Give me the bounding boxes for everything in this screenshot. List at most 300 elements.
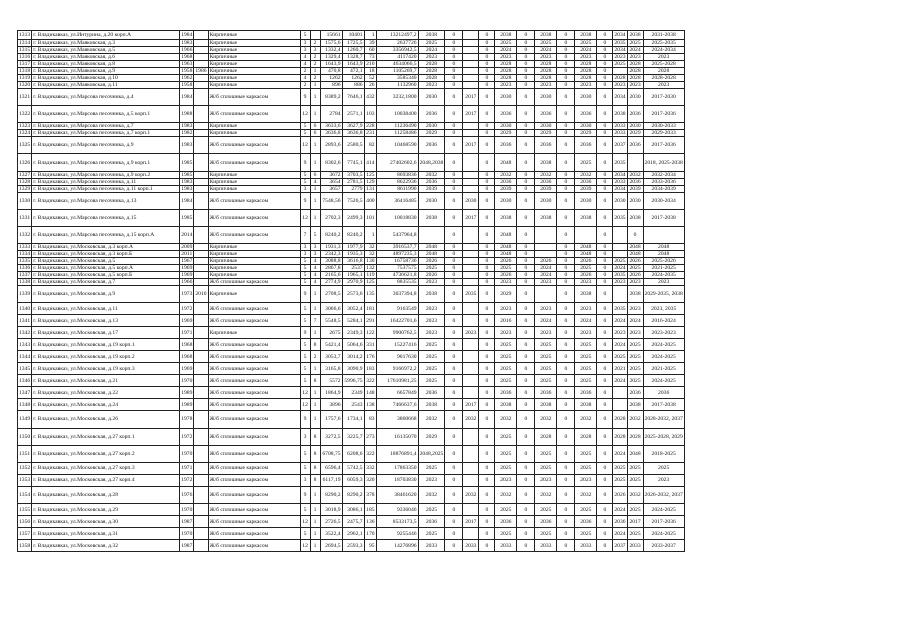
facade-cost-cell: 0 [479, 39, 495, 46]
heating-year-cell: 2030 [575, 123, 597, 130]
facade-cost-cell: 0 [479, 286, 495, 303]
year-built-cell: 2011 [181, 251, 193, 258]
lift-year-cell: 2035 [613, 154, 627, 171]
repair-period-cell: 2024-2025 [643, 351, 684, 363]
living-area-cell: 2571,1 [342, 106, 364, 123]
electrical-year-cell: 2029 [495, 130, 517, 137]
plumbing-year-cell: 2025 [535, 39, 557, 46]
entrances-cell: 2 [310, 74, 320, 81]
heating-year-cell: 2029 [575, 130, 597, 137]
repair-period-cell: 2036 [643, 387, 684, 399]
total-area-cell: 2165,6 [320, 272, 342, 279]
repair-cost-cell: 14276896 [376, 540, 418, 552]
facade-year-cell: 2035 [463, 286, 479, 303]
residents-cell: 119 [364, 272, 376, 279]
year-built-cell: 1967 [181, 258, 193, 265]
facade-cost-cell: 0 [479, 375, 495, 387]
plumbing-cost-cell: 0 [557, 178, 575, 185]
wall-material-cell: Ж/б сплошные каркасом [208, 88, 300, 105]
housing-registry-table [17, 30, 685, 552]
roof-year-cell: 2048,2025 [418, 445, 445, 462]
heating-cost-cell: 0 [597, 130, 613, 137]
row-number-cell: 1343 [18, 339, 32, 351]
address-cell: г. Владикавказ, ул.Марсова песочника, д.4 [32, 88, 180, 105]
year-reconstructed-cell [194, 74, 208, 81]
roof-year-cell: 2023 [418, 474, 445, 486]
electrical-year-cell: 2023 [495, 474, 517, 486]
living-area-cell: 1643,9 [342, 60, 364, 67]
wall-material-cell: Кирпичные [208, 123, 300, 130]
roof-cost-cell: 0 [445, 178, 463, 185]
entrances-cell: 1 [310, 192, 320, 209]
entrances-cell: 4 [310, 272, 320, 279]
table-row [18, 327, 685, 339]
living-area-cell: 3627,9 [342, 123, 364, 130]
year-built-cell: 1966 [181, 279, 193, 286]
repair-cost-cell: 3860668 [376, 411, 418, 428]
entrances-cell: 1 [310, 399, 320, 411]
wall-material-cell: Ж/б сплошные каркасом [208, 399, 300, 411]
year-reconstructed-cell [194, 351, 208, 363]
lift-year-cell: 2034 [614, 171, 626, 178]
lift-year-cell: 2030 [613, 192, 627, 209]
heating-year-cell: 2023 [575, 279, 597, 286]
heating-cost-cell: 0 [597, 486, 613, 503]
residents-cell: 39 [364, 39, 376, 46]
heating-year-cell: 2048 [575, 244, 597, 251]
floors-cell: 3 [300, 185, 310, 192]
floors-cell: 12 [300, 106, 310, 123]
address-cell: г. Владикавказ, ул.Московская, д.27 корп.3 [32, 462, 180, 474]
repair-period-cell: 2017-2030 [643, 88, 684, 105]
residents-cell: 73 [364, 53, 376, 60]
address-cell: г. Владикавказ, ул.Московская, д.32 [32, 540, 180, 552]
lift-year-cell: 2025 [614, 60, 626, 67]
roof-cost-cell: 0 [445, 486, 463, 503]
heating-cost-cell: 0 [597, 31, 613, 40]
foundation-year-cell: 0 [627, 227, 643, 244]
residents-cell: 135 [364, 286, 376, 303]
living-area-cell: 1262 [342, 74, 364, 81]
repair-period-cell: 2017-2036 [643, 137, 684, 154]
plumbing-cost-cell: 0 [557, 31, 575, 40]
year-reconstructed-cell [194, 106, 208, 123]
roof-year-cell: 2033 [418, 540, 445, 552]
heating-cost-cell: 0 [597, 363, 613, 375]
wall-material-cell: Ж/б сплошные каркасом [208, 516, 300, 528]
heating-cost-cell: 0 [597, 265, 613, 272]
repair-period-cell: 2033-2037 [643, 540, 684, 552]
entrances-cell: 4 [310, 265, 320, 272]
electrical-year-cell: 2030 [495, 88, 517, 105]
wall-material-cell: Ж/б сплошные каркасом [208, 339, 300, 351]
entrances-cell: 1 [310, 411, 320, 428]
facade-cost-cell: 0 [479, 67, 495, 74]
roof-cost-cell: 0 [445, 209, 463, 226]
repair-cost-cell: 4117420 [376, 53, 418, 60]
year-built-cell: 1958 [181, 67, 193, 74]
electrical-year-cell: 2048 [495, 244, 517, 251]
roof-cost-cell: 0 [445, 265, 463, 272]
total-area-cell: 3066,6 [320, 303, 342, 315]
living-area-cell: 2779 [342, 185, 364, 192]
repair-period-cell: 2023 [643, 53, 684, 60]
electrical-cost-cell: 0 [517, 60, 535, 67]
heating-year-cell: 2036 [575, 387, 597, 399]
total-area-cell: 8290,2 [320, 486, 342, 503]
electrical-year-cell: 2038 [495, 209, 517, 226]
electrical-year-cell: 2023 [495, 53, 517, 60]
plumbing-cost-cell: 0 [557, 185, 575, 192]
lift-year-cell: 2037 [613, 540, 627, 552]
roof-cost-cell: 0 [445, 363, 463, 375]
plumbing-year-cell: 2025 [535, 462, 557, 474]
plumbing-cost-cell: 0 [557, 428, 575, 445]
wall-material-cell: Ж/б сплошные каркасом [208, 445, 300, 462]
total-area-cell: 5572 [320, 375, 342, 387]
facade-year-cell [463, 258, 479, 265]
address-cell: г. Владикавказ, ул.Московская, д.3 корп.А [32, 244, 180, 251]
facade-cost-cell: 0 [479, 516, 495, 528]
year-built-cell: 1984 [181, 31, 193, 38]
facade-cost-cell: 0 [479, 265, 495, 272]
floors-cell: 5 [300, 445, 310, 462]
entrances-cell: 1 [310, 516, 320, 528]
electrical-year-cell: 2023 [495, 327, 517, 339]
roof-year-cell: 2038 [418, 286, 445, 303]
wall-material-cell: Кирпичные [208, 67, 300, 74]
year-built-cell: 1966 [181, 46, 193, 53]
foundation-year-cell: 2036 [627, 178, 643, 185]
wall-material-cell: Ж/б сплошные каркасом [208, 486, 300, 503]
year-built-cell: 1985 [180, 154, 194, 171]
table-row [18, 137, 685, 154]
residents-cell: 83 [364, 411, 376, 428]
foundation-year-cell: 2026 [627, 258, 643, 265]
wall-material-cell: Ж/б сплошные каркасом [208, 474, 300, 486]
living-area-cell: 3636,8 [342, 130, 364, 137]
plumbing-cost-cell: 0 [557, 339, 575, 351]
entrances-cell: 1 [310, 363, 320, 375]
repair-cost-cell: 5437964,8 [376, 227, 418, 244]
row-number-cell: 1314 [19, 39, 31, 46]
total-area-cell: 3636,8 [320, 130, 342, 137]
lift-year-cell: 2024 [614, 265, 626, 272]
electrical-year-cell: 2025 [495, 528, 517, 540]
plumbing-cost-cell: 0 [557, 486, 575, 503]
facade-year-cell [463, 339, 479, 351]
roof-year-cell: 2036 [418, 387, 445, 399]
year-built-cell: 1968 [181, 53, 193, 60]
residents-cell: 176 [364, 351, 376, 363]
heating-year-cell: 2023 [575, 53, 597, 60]
floors-cell: 4 [300, 60, 310, 67]
address-cell: г. Владикавказ, ул.Московская, д.3 корп.Б [32, 251, 180, 258]
repair-period-cell: 2028 [643, 67, 684, 74]
plumbing-cost-cell: 0 [557, 244, 575, 251]
year-reconstructed-cell [194, 279, 208, 286]
row-number-cell: 1342 [18, 327, 32, 339]
plumbing-cost-cell: 0 [557, 399, 575, 411]
roof-cost-cell: 0 [445, 474, 463, 486]
living-area-cell: 3616,8 [342, 258, 364, 265]
heating-cost-cell: 0 [597, 185, 613, 192]
heating-cost-cell: 0 [597, 178, 613, 185]
address-cell: г. Владикавказ, ул.Московская, д.24 [32, 399, 180, 411]
lift-year-cell: 2024 [613, 339, 627, 351]
entrances-cell: 1 [310, 88, 320, 105]
row-number-cell: 1348 [18, 399, 32, 411]
electrical-year-cell: 2025 [495, 351, 517, 363]
facade-cost-cell: 0 [479, 192, 495, 209]
floors-cell: 12 [300, 387, 310, 399]
residents-cell: 291 [364, 315, 376, 327]
repair-cost-cell: 3585340 [376, 74, 418, 81]
plumbing-cost-cell: 0 [557, 462, 575, 474]
table-row [18, 171, 685, 178]
foundation-year-cell: 2036 [627, 137, 643, 154]
wall-material-cell: Кирпичные [208, 244, 300, 251]
repair-cost-cell: 38461620 [376, 486, 418, 503]
heating-cost-cell: 0 [597, 411, 613, 428]
repair-period-cell: 2017-2038 [643, 399, 684, 411]
electrical-cost-cell: 0 [517, 411, 535, 428]
facade-year-cell [463, 462, 479, 474]
floors-cell: 12 [300, 399, 310, 411]
year-reconstructed-cell [194, 265, 208, 272]
row-number-cell: 1330 [18, 192, 32, 209]
facade-cost-cell: 0 [479, 258, 495, 265]
heating-cost-cell: 0 [597, 74, 613, 81]
heating-cost-cell: 0 [597, 351, 613, 363]
residents-cell: 400 [364, 192, 376, 209]
plumbing-cost-cell: 0 [557, 53, 575, 60]
floors-cell: 3 [300, 39, 310, 46]
foundation-year-cell: 2030 [627, 123, 643, 130]
roof-cost-cell: 0 [445, 81, 463, 88]
living-area-cell: 1328,7 [342, 53, 364, 60]
year-reconstructed-cell [194, 504, 208, 516]
floors-cell: 5 [300, 504, 310, 516]
electrical-cost-cell: 0 [517, 315, 535, 327]
plumbing-cost-cell: 0 [557, 303, 575, 315]
electrical-year-cell: 2048 [495, 154, 517, 171]
total-area-cell: 3672 [320, 171, 342, 178]
entrances-cell: 8 [310, 445, 320, 462]
facade-cost-cell: 0 [479, 209, 495, 226]
foundation-year-cell: 2024 [627, 315, 643, 327]
table-row [18, 31, 685, 40]
row-number-cell: 1346 [18, 375, 32, 387]
year-reconstructed-cell [194, 363, 208, 375]
year-reconstructed-cell [194, 244, 208, 251]
year-reconstructed-cell [194, 209, 208, 226]
repair-period-cell: 2016-2024 [643, 315, 684, 327]
floors-cell: 9 [300, 411, 310, 428]
entrances-cell: 4 [310, 258, 320, 265]
facade-year-cell [463, 31, 479, 40]
table-row [18, 88, 685, 105]
table-row [18, 375, 685, 387]
residents-cell: 52 [364, 74, 376, 81]
foundation-year-cell: 2023 [627, 303, 643, 315]
entrances-cell: 7 [310, 315, 320, 327]
heating-cost-cell: 0 [597, 504, 613, 516]
floors-cell: 12 [300, 209, 310, 226]
row-number-cell: 1349 [18, 411, 32, 428]
address-cell: г. Владикавказ, ул.Московская, д.19 корп.1 [32, 339, 180, 351]
plumbing-year-cell: 2036 [535, 387, 557, 399]
plumbing-year-cell: 2026 [535, 258, 557, 265]
repair-period-cell: 2018, 2025-2038 [643, 154, 684, 171]
year-reconstructed-cell [194, 375, 208, 387]
electrical-year-cell: 2038 [495, 31, 517, 40]
facade-cost-cell: 0 [479, 351, 495, 363]
plumbing-year-cell: 2025 [535, 528, 557, 540]
total-area-cell: 2867,8 [320, 265, 342, 272]
repair-period-cell: 2030-2034 [643, 192, 684, 209]
total-area-cell: 7548,56 [320, 192, 342, 209]
lift-year-cell [613, 67, 627, 74]
electrical-year-cell: 2026 [495, 272, 517, 279]
foundation-year-cell: 2030 [627, 192, 643, 209]
plumbing-year-cell: 2038 [535, 154, 557, 171]
floors-cell: 5 [300, 123, 310, 130]
year-built-cell: 1983 [181, 123, 193, 130]
total-area-cell: 1329,4 [320, 53, 342, 60]
year-built-cell: 1985 [180, 209, 194, 226]
repair-cost-cell: 3037394,8 [376, 286, 418, 303]
heating-cost-cell: 0 [597, 46, 613, 53]
plumbing-year-cell [535, 227, 557, 244]
plumbing-cost-cell: 0 [557, 227, 575, 244]
lift-year-cell: 2036 [613, 516, 627, 528]
repair-cost-cell: 8693836 [376, 171, 418, 178]
year-built-cell: 1988 [180, 106, 194, 123]
lift-year-cell: 2028 [613, 411, 627, 428]
row-number-cell: 1327 [19, 171, 31, 178]
plumbing-cost-cell: 0 [557, 67, 575, 74]
year-reconstructed-cell [194, 258, 208, 265]
year-reconstructed-cell [194, 528, 208, 540]
heating-year-cell: 2039 [575, 185, 597, 192]
total-area-cell: 8240,2 [320, 227, 342, 244]
year-built-cell: 1969 [180, 363, 194, 375]
roof-year-cell: 2023 [418, 53, 445, 60]
plumbing-year-cell: 2028 [535, 60, 557, 67]
table-row [18, 67, 685, 74]
roof-year-cell: 2025 [418, 39, 445, 46]
plumbing-cost-cell: 0 [557, 474, 575, 486]
roof-cost-cell: 0 [445, 227, 463, 244]
wall-material-cell: Кирпичные [208, 286, 300, 303]
table-row [18, 192, 685, 209]
residents-cell: 378 [364, 486, 376, 503]
row-number-cell: 1329 [19, 185, 31, 192]
heating-year-cell: 2028 [575, 74, 597, 81]
table-row [18, 178, 685, 185]
facade-cost-cell: 0 [479, 486, 495, 503]
year-reconstructed-cell [194, 192, 208, 209]
entrances-cell: 6 [310, 130, 320, 137]
wall-material-cell: Кирпичные [208, 171, 300, 178]
plumbing-cost-cell: 0 [557, 88, 575, 105]
row-number-cell: 1351 [18, 445, 32, 462]
plumbing-year-cell: 2036 [535, 137, 557, 154]
heating-cost-cell: 0 [597, 244, 613, 251]
repair-cost-cell: 9900762,5 [376, 327, 418, 339]
residents-cell: 129 [364, 178, 376, 185]
facade-year-cell [463, 375, 479, 387]
electrical-year-cell: 2036 [495, 178, 517, 185]
heating-year-cell: 2025 [575, 528, 597, 540]
living-area-cell: 7745,1 [342, 154, 364, 171]
address-cell: г. Владикавказ, ул.Московская, д.13 [32, 315, 180, 327]
floors-cell: 9 [300, 192, 310, 209]
plumbing-cost-cell: 0 [557, 137, 575, 154]
lift-year-cell: 2033 [614, 130, 626, 137]
plumbing-cost-cell: 0 [557, 171, 575, 178]
plumbing-year-cell: 2029 [535, 130, 557, 137]
year-built-cell: 1989 [180, 399, 194, 411]
row-number-cell: 1344 [18, 351, 32, 363]
heating-year-cell: 2048 [575, 251, 597, 258]
heating-year-cell: 2036 [575, 516, 597, 528]
roof-cost-cell: 0 [445, 244, 463, 251]
table-row [18, 227, 685, 244]
floors-cell: 7 [300, 227, 310, 244]
table-row [18, 462, 685, 474]
address-cell: г. Владикавказ, ул.Московская, д.27 корп.1 [32, 428, 180, 445]
roof-cost-cell: 0 [445, 351, 463, 363]
foundation-year-cell: 2025 [627, 528, 643, 540]
table-row [18, 46, 685, 53]
foundation-year-cell: 2023 [627, 279, 643, 286]
heating-cost-cell: 0 [597, 462, 613, 474]
year-reconstructed-cell [194, 31, 208, 40]
plumbing-cost-cell: 0 [557, 279, 575, 286]
plumbing-year-cell: 2024 [535, 265, 557, 272]
plumbing-year-cell: 2024 [535, 315, 557, 327]
living-area-cell: 1734,1 [342, 411, 364, 428]
foundation-year-cell: 2030 [627, 88, 643, 105]
entrances-cell: 1 [310, 185, 320, 192]
residents-cell: 331 [364, 339, 376, 351]
foundation-year-cell: 2025 [627, 504, 643, 516]
plumbing-cost-cell: 0 [557, 60, 575, 67]
wall-material-cell: Ж/б сплошные каркасом [208, 462, 300, 474]
residents-cell: 322 [364, 375, 376, 387]
living-area-cell: 2593,3 [342, 540, 364, 552]
repair-cost-cell: 11258486 [376, 130, 418, 137]
floors-cell: 4 [300, 53, 310, 60]
roof-cost-cell: 0 [445, 123, 463, 130]
year-built-cell: 1970 [180, 504, 194, 516]
year-reconstructed-cell [194, 339, 208, 351]
residents-cell: 414 [364, 154, 376, 171]
floors-cell: 2 [300, 81, 310, 88]
repair-cost-cell: 17863350 [376, 462, 418, 474]
row-number-cell: 1318 [19, 67, 31, 74]
facade-year-cell: 2033 [463, 540, 479, 552]
repair-cost-cell: 2637726 [376, 39, 418, 46]
year-built-cell: 1978 [180, 411, 194, 428]
plumbing-year-cell: 2024 [535, 272, 557, 279]
row-number-cell: 1324 [19, 130, 31, 137]
facade-year-cell [463, 363, 479, 375]
electrical-year-cell: 2025 [495, 462, 517, 474]
address-cell: г. Владикавказ, ул.Московская, д.5 корп.Б [32, 272, 180, 279]
